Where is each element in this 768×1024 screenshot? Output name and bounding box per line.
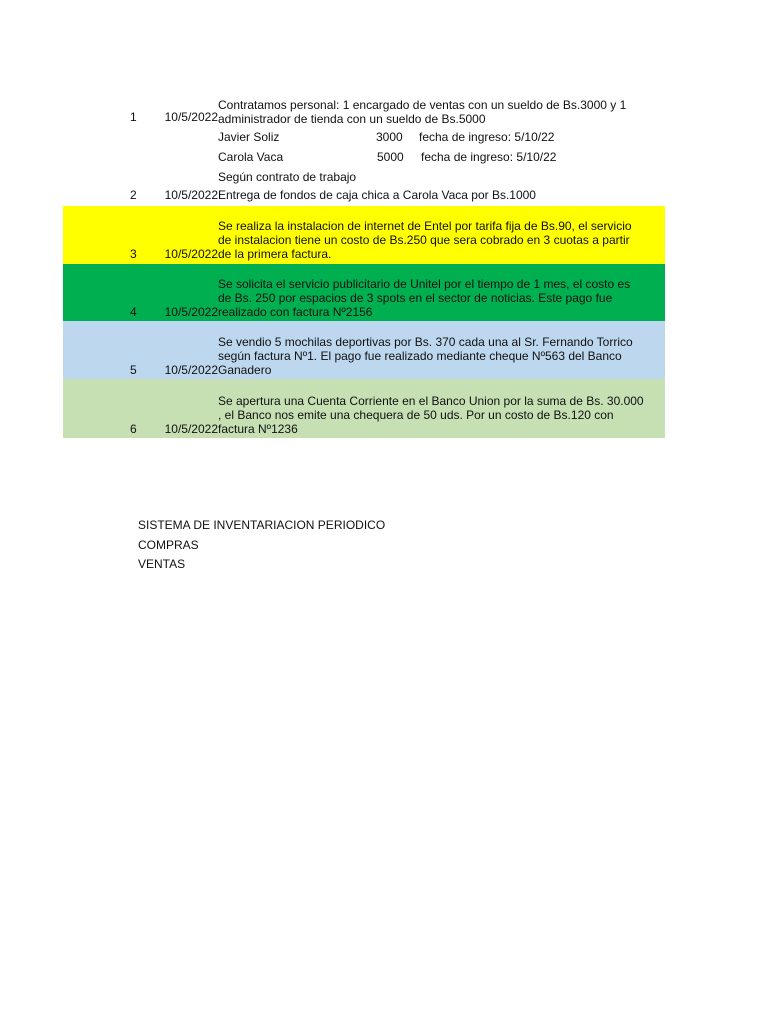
entry-row-5 — [63, 321, 665, 379]
entry-date: 10/5/2022 — [164, 305, 218, 319]
detail-extra: Según contrato de trabajo — [218, 170, 357, 184]
description-line: Se realiza la instalacion de internet de Entel por tarifa fija de Bs.90, el servicio — [218, 219, 632, 233]
entry-description — [218, 277, 665, 319]
entry-number: 5 — [130, 363, 137, 377]
entry-row-2 — [63, 186, 665, 206]
description-line: administrador de tienda con un sueldo de Bs.5000 — [218, 112, 486, 126]
detail-name: Carola Vaca — [218, 150, 284, 164]
description-line: Se solicita el servicio publicitario de Unitel por el tiempo de 1 mes, el costo es — [218, 277, 631, 291]
footer-label-sales: VENTAS — [138, 557, 186, 571]
entry-date: 10/5/2022 — [164, 247, 218, 261]
entry-date: 10/5/2022 — [164, 188, 218, 202]
detail-note: fecha de ingreso: 5/10/22 — [421, 150, 557, 164]
entry-date: 10/5/2022 — [164, 363, 218, 377]
description-line: Contratamos personal: 1 encargado de ventas con un sueldo de Bs.3000 y 1 — [218, 98, 627, 112]
entry-description — [218, 219, 665, 261]
description-line: según factura Nº1. El pago fue realizado mediante cheque Nº563 del Banco — [218, 349, 622, 363]
entry-description — [218, 335, 665, 377]
entry-date: 10/5/2022 — [164, 422, 218, 436]
entry-number: 1 — [130, 110, 137, 124]
description-line: factura Nº1236 — [218, 422, 298, 436]
entry-description — [218, 188, 665, 202]
description-line: Se vendio 5 mochilas deportivas por Bs. 370 cada una al Sr. Fernando Torrico — [218, 335, 633, 349]
description-line: Se apertura una Cuenta Corriente en el Banco Union por la suma de Bs. 30.000 — [218, 394, 644, 408]
footer-label-purchases: COMPRAS — [138, 538, 199, 552]
entry-description — [218, 394, 665, 436]
entry-row-6 — [63, 379, 665, 438]
description-line: realizado con factura Nº2156 — [218, 305, 373, 319]
entry-row-3 — [63, 206, 665, 264]
detail-amount: 5000 — [377, 150, 404, 164]
description-line: de la primera factura. — [218, 247, 332, 261]
entry-number: 2 — [130, 188, 137, 202]
entry-number: 4 — [130, 305, 137, 319]
description-line: de instalacion tiene un costo de Bs.250 que sera cobrado en 3 cuotas a partir — [218, 233, 630, 247]
entry-number: 6 — [130, 422, 137, 436]
description-line: de Bs. 250 por espacios de 3 spots en el sector de noticias. Este pago fue — [218, 291, 613, 305]
entry-number: 3 — [130, 247, 137, 261]
footer-label-inventory-system: SISTEMA DE INVENTARIACION PERIODICO — [138, 518, 386, 532]
description-line: Ganadero — [218, 363, 272, 377]
entry-date: 10/5/2022 — [164, 110, 218, 124]
detail-amount: 3000 — [376, 130, 403, 144]
description-line: Entrega de fondos de caja chica a Carola Vaca por Bs.1000 — [218, 188, 536, 202]
entry-row-4 — [63, 264, 665, 321]
detail-note: fecha de ingreso: 5/10/22 — [419, 130, 555, 144]
description-line: , el Banco nos emite una chequera de 50 uds. Por un costo de Bs.120 con — [218, 408, 614, 422]
detail-name: Javier Soliz — [218, 130, 280, 144]
entry-description — [218, 98, 665, 126]
